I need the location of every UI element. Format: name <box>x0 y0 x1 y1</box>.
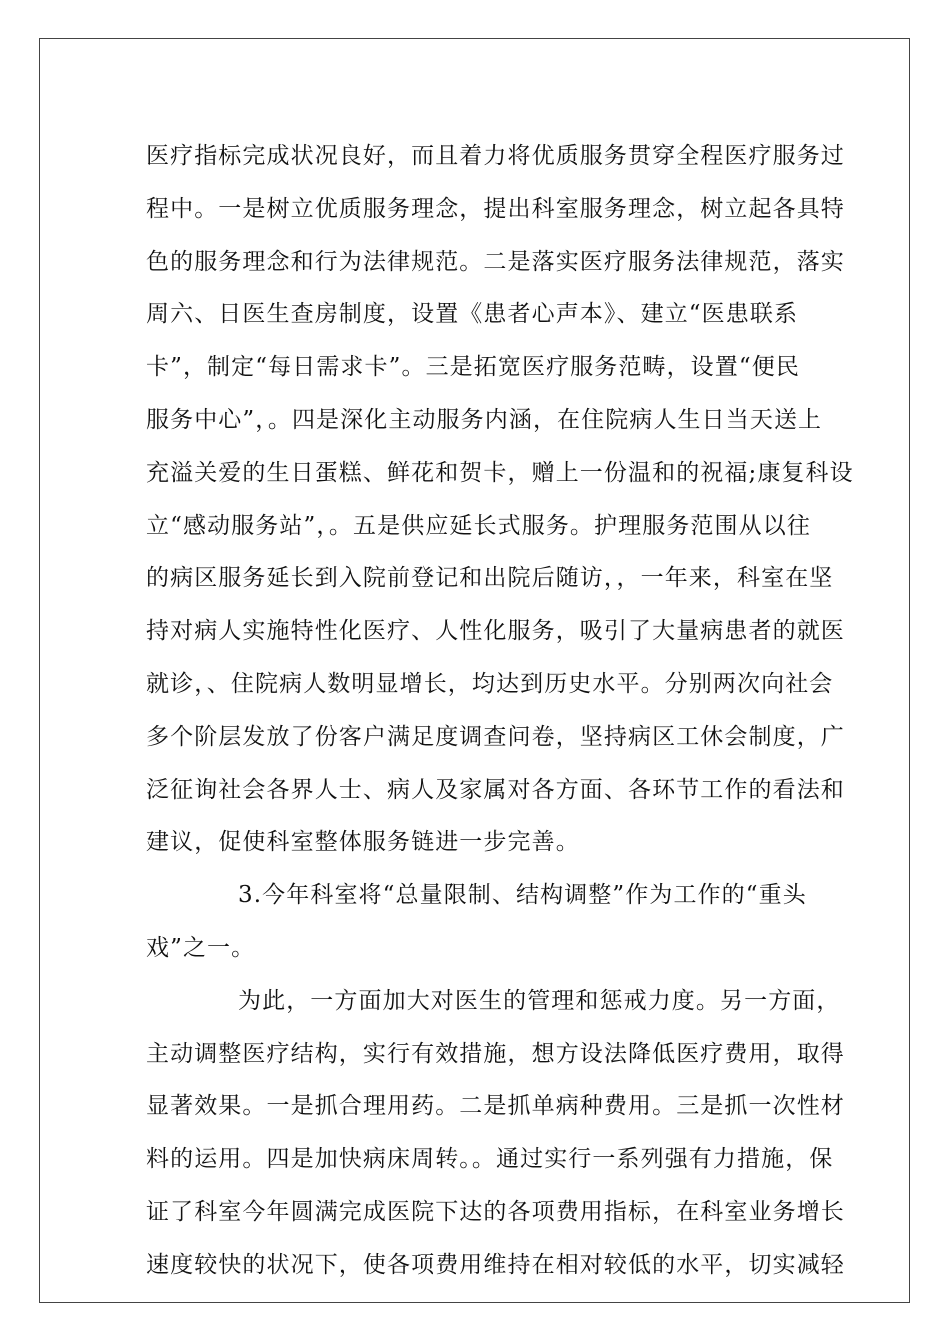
text-line: 戏”之一。 <box>146 934 256 961</box>
text-line: 周六、日医生查房制度，设置《患者心声本》、建立“医患联系 <box>146 301 799 328</box>
text-line: 服务中心”，。四是深化主动服务内涵，在住院病人生日当天送上 <box>146 406 823 433</box>
text-line: 速度较快的状况下，使各项费用维持在相对较低的水平，切实减轻 <box>146 1251 845 1278</box>
text-line: 主动调整医疗结构，实行有效措施，想方设法降低医疗费用，取得 <box>146 1040 845 1067</box>
text-line: 为此，一方面加大对医生的管理和惩戒力度。另一方面， <box>238 987 841 1014</box>
text-line: 就诊，、住院病人数明显增长，均达到历史水平。分别两次向社会 <box>146 670 834 697</box>
text-line: 立“感动服务站”，。五是供应延长式服务。护理服务范围从以往 <box>146 512 811 539</box>
text-line: 建议，促使科室整体服务链进一步完善。 <box>146 829 580 856</box>
text-line: 泛征询社会各界人士、病人及家属对各方面、各环节工作的看法和 <box>146 776 845 803</box>
text-line: 料的运用。四是加快病床周转。。通过实行一系列强有力措施，保 <box>146 1146 834 1173</box>
text-line: 程中。一是树立优质服务理念，提出科室服务理念，树立起各具特 <box>146 195 845 222</box>
text-line: 3.今年科室将“总量限制、结构调整”作为工作的“重头 <box>238 882 807 909</box>
text-line: 医疗指标完成状况良好，而且着力将优质服务贯穿全程医疗服务过 <box>146 143 845 169</box>
text-line: 色的服务理念和行为法律规范。二是落实医疗服务法律规范，落实 <box>146 248 845 275</box>
text-line: 的病区服务延长到入院前登记和出院后随访，，一年来，科室在坚 <box>146 565 834 592</box>
text-line: 显著效果。一是抓合理用药。二是抓单病种费用。三是抓一次性材 <box>146 1093 845 1120</box>
text-line: 卡”，制定“每日需求卡”。三是拓宽医疗服务范畴，设置“便民 <box>146 354 800 381</box>
paragraph-1 <box>146 130 854 869</box>
paragraph-2 <box>146 869 808 975</box>
paragraph-3 <box>146 975 845 1292</box>
document-body <box>146 130 854 1292</box>
text-line: 充溢关爱的生日蛋糕、鲜花和贺卡，赠上一份温和的祝福;康复科设 <box>146 459 854 486</box>
text-line: 多个阶层发放了份客户满足度调查问卷，坚持病区工休会制度，广 <box>146 723 845 750</box>
text-line: 证了科室今年圆满完成医院下达的各项费用指标，在科室业务增长 <box>146 1198 845 1225</box>
text-line: 持对病人实施特性化医疗、人性化服务，吸引了大量病患者的就医 <box>146 618 845 645</box>
